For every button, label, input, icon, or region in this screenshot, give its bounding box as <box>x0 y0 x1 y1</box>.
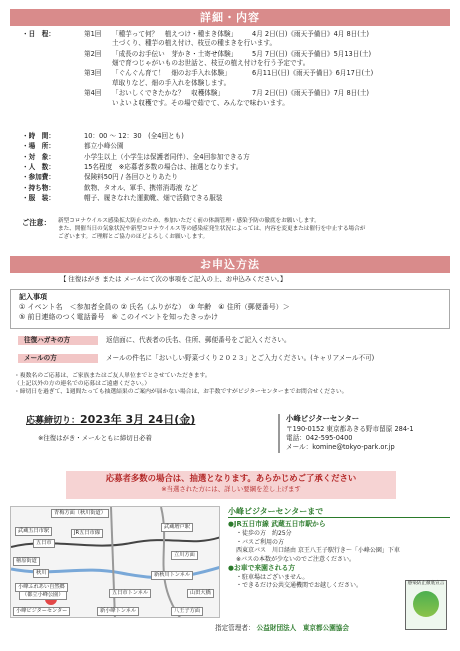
map-label: 山田大橋 <box>187 589 214 598</box>
detail-label: ・場 所： <box>22 142 55 151</box>
detail-label: ・時 間： <box>22 132 55 140</box>
session-title: 「種芋って何？ 植えつけ・種まき体験」 <box>112 30 238 38</box>
lottery-box <box>66 471 396 499</box>
session-number: 第4回 <box>84 89 102 98</box>
car-item: ・できるだけ公共交通機関でお越しください。 <box>236 582 363 590</box>
notice-line: ございます。ご理解とご協力のほどよろしくお願いします。 <box>58 233 209 240</box>
session-number: 第3回 <box>84 69 102 78</box>
detail-item <box>22 163 450 172</box>
map-label: JR五日市線 <box>71 529 103 538</box>
notice-block <box>22 218 450 242</box>
postcard-text: 返信面に、代表者の氏名、住所、郵便番号をご記入ください。 <box>106 336 291 344</box>
train-item: ※バスの本数が少ないのでご注意ください。 <box>236 555 356 563</box>
apply-banner: お申込方法 <box>10 256 450 273</box>
deadline-note: ※往復はがき・メールともに締切日必着 <box>38 433 152 442</box>
postcard-row <box>18 336 450 345</box>
map-label: 新秋川トンネル <box>151 571 193 580</box>
map-label: 五日市トンネル <box>109 589 151 598</box>
schedule-label: ・日 程： <box>22 30 55 38</box>
details-banner: 詳細・内容 <box>10 9 450 26</box>
session-title: 「おいしくできたかな？ 収穫体験」 <box>112 89 225 98</box>
session-date: 5月 7日(日)《雨天予備日》5月13日(土) <box>252 49 372 58</box>
train-item: ・徒歩の方 約25分 <box>236 530 292 537</box>
manager-line <box>215 624 405 633</box>
access-title: 小峰ビジターセンターまで <box>228 506 450 518</box>
session-number: 第1回 <box>84 30 102 38</box>
train-item: 西東京バス 川口経由 京王八王子駅行き〜「小峰公園」下車 <box>236 547 400 555</box>
notice-line: また、開催当日の気象状況や新型コロナウイルス等の感染症発生状況によっては、内容を変更または催行を中止する場合が <box>58 225 366 232</box>
deadline-value: 2023年 3月 24日(金) <box>80 413 196 426</box>
detail-value: 飲物、タオル、軍手、携帯消毒液 など <box>84 183 198 192</box>
center-address: 〒190-0152 東京都あきる野市留原 284-1 <box>286 424 414 433</box>
detail-label: ・持ち物： <box>22 183 55 192</box>
detail-item <box>22 132 450 141</box>
map-label: 青梅方面（秋川街道） <box>51 509 109 518</box>
detail-value: 15名程度 ※応募者多数の場合は、抽選となります。 <box>84 163 243 172</box>
map-label: 立川方面 <box>171 551 198 560</box>
map-label: 五日市 <box>33 539 55 548</box>
detail-label: ・対 象： <box>22 152 55 161</box>
required-fields-box <box>10 289 450 329</box>
badge-logo-icon <box>413 591 439 617</box>
manager-label: 指定管理者： <box>215 624 255 632</box>
session-list <box>84 30 450 109</box>
detail-item <box>22 194 450 203</box>
apply-intro: 【 往復はがき または メールにて次の事項をご記入の上、お申込みください。】 <box>60 275 287 283</box>
detail-value: 帽子、履きなれた運動靴、畑で活動できる服装 <box>84 194 223 203</box>
lottery-line-2: ※当選された方には、詳しい要綱を差し上げます <box>161 484 301 493</box>
center-phone: 電話：042-595-0400 <box>286 433 353 442</box>
map-label: 秋川 <box>33 569 49 578</box>
map-label: 八王子方面 <box>171 607 203 616</box>
apply-note: ・締切日を過ぎて、1週間たっても抽選結果のご案内が届かない場合は、お手数ですがビジターセンターまでお問合せください。 <box>14 389 348 396</box>
session-date: 4月 2日(日)《雨天予備日》4月 8日(土) <box>252 30 369 38</box>
postcard-tag: 往復ハガキの方 <box>18 336 98 345</box>
email-row <box>18 354 450 363</box>
train-head: ●JR五日市線 武蔵五日市駅から <box>228 520 326 529</box>
email-text: メールの件名に「おいしい野菜づくり２０２３」とご入力ください。(キャリアメール不可) <box>106 354 375 362</box>
session-date: 6月11日(日)《雨天予備日》6月17日(土) <box>252 69 374 78</box>
detail-value: 保険料50円 / 各回ひとりあたり <box>84 173 178 182</box>
apply-note: ・複数名のご応募は、ご家族またはご友人単位までとさせていただきます。 <box>14 373 211 379</box>
detail-label: ・人 数： <box>22 163 55 172</box>
train-items <box>228 530 450 564</box>
map-label: 武蔵五日市駅 <box>15 527 52 536</box>
detail-item <box>22 142 450 151</box>
session-row <box>84 50 450 59</box>
center-name: 小峰ビジターセンター <box>286 414 360 423</box>
session-date: 7月 2日(日)《雨天予備日》7月 8日(土) <box>252 89 369 98</box>
session-title: 「ぐんぐん育て！ 畑のお手入れ体験」 <box>112 69 231 78</box>
map-label: （都立小峰公園） <box>19 591 67 600</box>
car-head: ●お車で来園される方 <box>228 564 296 573</box>
covid-badge <box>405 580 447 630</box>
badge-text: 感染防止徹底宣言 <box>407 581 445 586</box>
map-label: 小峰ビジターセンター <box>13 607 70 616</box>
map-label: 小峰ふれあい自然郷 <box>15 583 68 592</box>
train-item: ・バスご利用の方 <box>236 538 285 546</box>
detail-item <box>22 184 450 193</box>
schedule-section <box>22 30 450 109</box>
detail-item <box>22 153 450 162</box>
deadline-block <box>26 412 256 443</box>
required-label: 記入事項 <box>19 293 47 301</box>
session-number: 第2回 <box>84 49 102 58</box>
lottery-line-1: 応募者多数の場合は、抽選となります。あらかじめご了承ください <box>105 473 357 483</box>
details-items <box>22 132 450 205</box>
session-desc: 土づくり、種芋の植え付け、枝豆の種まきを行います。 <box>112 39 277 48</box>
detail-value: 10：00 ～ 12：30 (全4回とも) <box>84 132 184 140</box>
session-desc: 畑で育つじゃがいものお世話と、枝豆の植え付けを行う予定です。 <box>112 59 310 68</box>
notice-label: ご注意： <box>22 218 51 227</box>
notice-text <box>58 218 450 242</box>
detail-label: ・参加費： <box>22 173 55 182</box>
fields-line-1: ① イベント名 ＜参加者全員の ② 氏名（ふりがな） ③ 年齢 ④ 住所（郵便番号）＞ <box>19 302 290 311</box>
fields-line-2: ⑤ 前日連絡のつく電話番号 ⑥ このイベントを知ったきっかけ <box>19 312 219 321</box>
detail-value: 小学生以上（小学生は保護者同伴）、全4回参加できる方 <box>84 152 250 161</box>
session-title: 「成長のお手伝い 芽かき・土寄せ体験」 <box>112 49 238 58</box>
session-desc: いよいよ収穫です。その場で茹でて、みんなで味わいます。 <box>112 98 289 107</box>
session-row <box>84 89 450 98</box>
car-item: ・駐車場はございません。 <box>236 573 309 581</box>
center-email[interactable]: メール：komine@tokyo-park.or.jp <box>286 443 395 452</box>
map-label: 武蔵増戸駅 <box>161 523 193 532</box>
notice-line: 新型コロナウイルス感染拡大防止のため、参加いただく前の体調管理・感染予防の徹底をお願いします。 <box>58 218 320 224</box>
session-desc: 草取りなど、畑の手入れを体験します。 <box>112 78 231 87</box>
map-label: 新小峰トンネル <box>97 607 139 616</box>
email-tag: メールの方 <box>18 354 98 363</box>
detail-item <box>22 173 450 182</box>
contact-block <box>278 414 450 453</box>
map-label: 檜原街道 <box>13 557 40 566</box>
session-row <box>84 69 450 78</box>
access-map <box>10 506 220 618</box>
manager-name: 公益財団法人 東京都公園協会 <box>256 624 349 632</box>
detail-value: 都立小峰公園 <box>84 142 124 151</box>
session-row <box>84 30 450 39</box>
detail-label: ・服 装： <box>22 194 55 203</box>
deadline-label: 応募締切り： <box>26 416 81 426</box>
apply-notes <box>14 372 450 397</box>
apply-note: （上記以外の方の連名での応募はご遠慮ください。） <box>14 381 151 388</box>
